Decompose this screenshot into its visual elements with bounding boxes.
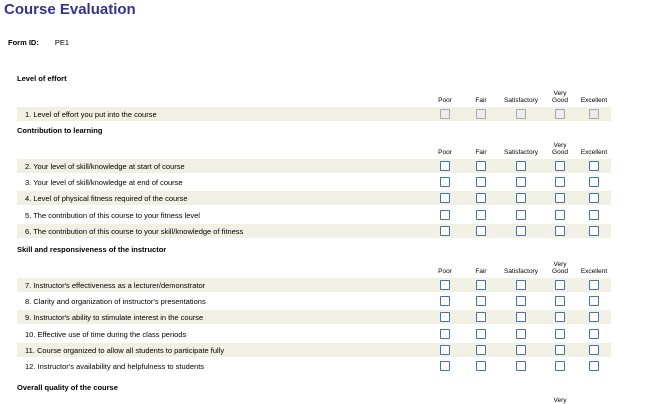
rating-checkbox-fair[interactable] [476,280,486,290]
question-text: 6. The contribution of this course to your skill/knowledge of fitness [25,226,244,236]
question-text: 8. Clarity and organization of instructor's presentations [25,297,206,307]
rating-checkbox-poor[interactable] [440,210,450,220]
rating-checkbox-very-good[interactable] [555,109,565,119]
rating-checkbox-fair[interactable] [476,210,486,220]
rating-checkbox-very-good[interactable] [555,361,565,371]
rating-checkbox-very-good[interactable] [555,296,565,306]
question-text: 11. Course organized to allow all students to participate fully [25,345,225,355]
rating-checkbox-excellent[interactable] [589,280,599,290]
rating-label: Satisfactory [504,97,538,104]
question-text: 10. Effective use of time during the class periods [25,329,187,339]
section-title: Level of effort [17,74,67,83]
rating-checkbox-poor[interactable] [440,296,450,306]
rating-checkbox-poor[interactable] [440,161,450,171]
rating-checkbox-fair[interactable] [476,329,486,339]
rating-checkbox-satisfactory[interactable] [516,312,526,322]
rating-checkbox-excellent[interactable] [589,312,599,322]
rating-checkbox-satisfactory[interactable] [516,345,526,355]
rating-label: Excellent [580,97,608,104]
rating-checkbox-very-good[interactable] [555,329,565,339]
rating-label: Excellent [580,149,608,156]
section-title: Contribution to learning [17,126,103,135]
rating-checkbox-very-good[interactable] [555,345,565,355]
question-row [17,278,611,292]
question-text: 1. Level of effort you put into the course [25,110,157,119]
question-row [17,310,611,324]
rating-checkbox-very-good[interactable] [555,312,565,322]
question-row [17,294,611,308]
form-id-value: PE1 [54,38,70,47]
rating-label: Excellent [580,268,608,275]
rating-checkbox-very-good[interactable] [555,226,565,236]
rating-checkbox-fair[interactable] [476,177,486,187]
question-row [17,208,611,222]
rating-checkbox-excellent[interactable] [589,345,599,355]
rating-checkbox-excellent[interactable] [589,361,599,371]
rating-label: Very [553,397,567,404]
rating-label: Poor [438,268,452,275]
question-text: 12. Instructor's availability and helpfulness to students [25,362,205,371]
rating-checkbox-satisfactory[interactable] [516,109,526,119]
question-row [17,343,611,357]
question-row [17,327,611,341]
rating-header [0,88,647,104]
rating-checkbox-satisfactory[interactable] [516,361,526,371]
question-text: 3. Your level of skill/knowledge at end of course [25,178,183,188]
question-row [17,191,611,205]
rating-label: Very Good [552,90,568,104]
rating-checkbox-very-good[interactable] [555,161,565,171]
rating-checkbox-excellent[interactable] [589,226,599,236]
rating-header [0,259,647,275]
rating-checkbox-poor[interactable] [440,361,450,371]
question-row [17,224,611,238]
rating-checkbox-fair[interactable] [476,345,486,355]
rating-checkbox-very-good[interactable] [555,177,565,187]
section-title: Overall quality of the course [17,383,118,392]
question-row [17,359,611,373]
rating-label: Satisfactory [504,149,538,156]
rating-checkbox-poor[interactable] [440,280,450,290]
rating-checkbox-excellent[interactable] [589,193,599,203]
rating-label: Fair [475,97,487,104]
rating-label: Very Good [552,261,568,275]
rating-checkbox-satisfactory[interactable] [516,210,526,220]
rating-checkbox-excellent[interactable] [589,177,599,187]
rating-label: Fair [475,149,487,156]
rating-checkbox-poor[interactable] [440,109,450,119]
rating-checkbox-poor[interactable] [440,193,450,203]
question-row [17,159,611,173]
rating-checkbox-satisfactory[interactable] [516,280,526,290]
rating-checkbox-fair[interactable] [476,361,486,371]
rating-checkbox-excellent[interactable] [589,210,599,220]
question-row [17,107,611,121]
rating-checkbox-satisfactory[interactable] [516,161,526,171]
question-text: 2. Your level of skill/knowledge at start of course [25,162,185,171]
rating-checkbox-satisfactory[interactable] [516,177,526,187]
rating-checkbox-fair[interactable] [476,193,486,203]
rating-checkbox-fair[interactable] [476,161,486,171]
rating-label: Poor [438,149,452,156]
rating-checkbox-fair[interactable] [476,226,486,236]
rating-checkbox-poor[interactable] [440,345,450,355]
rating-checkbox-satisfactory[interactable] [516,296,526,306]
question-text: 7. Instructor's effectiveness as a lecturer/demonstrator [25,281,206,290]
rating-checkbox-excellent[interactable] [589,329,599,339]
rating-checkbox-fair[interactable] [476,312,486,322]
rating-checkbox-fair[interactable] [476,296,486,306]
rating-checkbox-excellent[interactable] [589,109,599,119]
section-title: Skill and responsiveness of the instructor [17,245,167,254]
rating-checkbox-poor[interactable] [440,177,450,187]
rating-header [0,140,647,156]
question-text: 5. The contribution of this course to your fitness level [25,210,200,220]
form-id-label: Form ID: [8,38,39,47]
question-text: 9. Instructor's ability to stimulate interest in the course [25,313,204,323]
rating-checkbox-poor[interactable] [440,329,450,339]
rating-checkbox-poor[interactable] [440,226,450,236]
rating-checkbox-excellent[interactable] [589,161,599,171]
rating-checkbox-very-good[interactable] [555,280,565,290]
rating-label: Very Good [552,142,568,156]
rating-checkbox-very-good[interactable] [555,210,565,220]
rating-checkbox-very-good[interactable] [555,193,565,203]
rating-checkbox-fair[interactable] [476,109,486,119]
rating-label: Satisfactory [504,268,538,275]
rating-checkbox-satisfactory[interactable] [516,193,526,203]
rating-checkbox-excellent[interactable] [589,296,599,306]
question-row [17,175,611,189]
rating-label: Fair [475,268,487,275]
rating-checkbox-poor[interactable] [440,312,450,322]
rating-checkbox-satisfactory[interactable] [516,226,526,236]
question-text: 4. Level of physical fitness required of the course [25,194,188,204]
rating-label: Poor [438,97,452,104]
form-id [8,38,69,47]
rating-checkbox-satisfactory[interactable] [516,329,526,339]
page-title: Course Evaluation [4,1,136,18]
